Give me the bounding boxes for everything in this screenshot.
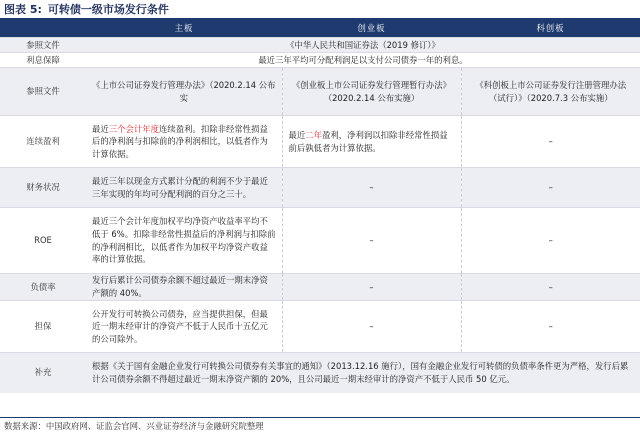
row-label: 财务状况	[0, 168, 86, 208]
ref-star-market: 《科创板上市公司证券发行注册管理办法（试行）》（2020.7.3 公布实施）	[461, 68, 640, 116]
table-row-continuous	[0, 116, 640, 168]
row-label: 参照文件	[0, 68, 86, 116]
ref-chinext: 《创业板上市公司证券发行管理暂行办法》（2020.2.14 公布实施）	[282, 68, 461, 116]
row-label: 负债率	[0, 274, 86, 301]
table-row-supplement	[0, 353, 640, 393]
finance-chinext: –	[282, 168, 461, 208]
ref-main-board: 《上市公司证券发行管理办法》（2020.2.14 公布实	[86, 68, 282, 116]
table-row-roe	[0, 208, 640, 274]
text-part: 盈利，净利润以扣除非经常性损益前后孰低者为计算依据。	[288, 129, 448, 153]
text-part: 连续盈利。扣除非经常性损益后的净利润与扣除前的净利润相比，以低者作为计算依据。	[92, 123, 268, 159]
guarantee-star-market: –	[461, 301, 640, 353]
header-star-market: 科创板	[461, 20, 640, 38]
continuous-chinext	[282, 116, 461, 168]
supplement-text: 根据《关于国有金融企业发行可转换公司债券有关事宜的通知》（2013.12.16 施行），国有金融企业发行可转债的负债率条件更为严格，发行后累计公司债券余额不得超过最近一期末净资产额的 20%，且公司最近一期末经审计的净资产不低于人民币 50 亿元。	[86, 353, 640, 393]
text-part: 最近	[288, 129, 306, 140]
conditions-table	[0, 20, 640, 393]
figure-number: 图表 5:	[4, 3, 42, 16]
source-note: 数据来源：中国政府网、证监会官网、兴业证券经济与金融研究院整理	[4, 421, 264, 431]
roe-star-market: –	[461, 208, 640, 274]
finance-star-market: –	[461, 168, 640, 208]
roe-main-board: 最近三个会计年度加权平均净资产收益率平均不低于 6%。扣除非经常性损益后的净利润与扣除前的净利润相比，以低者作为加权平均净资产收益率的计算依据。	[86, 208, 282, 274]
table-row-finance	[0, 168, 640, 208]
roe-chinext: –	[282, 208, 461, 274]
highlight-text: 二年	[305, 129, 322, 140]
header-blank	[0, 20, 86, 38]
debt-star-market: –	[461, 274, 640, 301]
debt-chinext: –	[282, 274, 461, 301]
table-row-ref1	[0, 38, 640, 53]
guarantee-main-board: 公开发行可转换公司债券，应当提供担保，但最近一期末经审计的净资产不低于人民币十五亿元的公司除外。	[86, 301, 282, 353]
finance-main-board: 最近三年以现金方式累计分配的利润不少于最近三年实现的年均可分配利润的百分之三十。	[86, 168, 282, 208]
table-header-row	[0, 20, 640, 38]
reference-law: 《中华人民共和国证券法（2019 修订）》	[86, 38, 640, 53]
interest-condition: 最近三年平均可分配利润足以支付公司债券一年的利息。	[86, 53, 640, 68]
row-label: 担保	[0, 301, 86, 353]
continuous-main-board	[86, 116, 282, 168]
row-label: 连续盈利	[0, 116, 86, 168]
row-label: 补充	[0, 353, 86, 393]
header-main-board: 主板	[86, 20, 282, 38]
row-label: 参照文件	[0, 38, 86, 53]
table-row-interest	[0, 53, 640, 68]
guarantee-chinext: –	[282, 301, 461, 353]
debt-main-board: 发行后累计公司债券余额不超过最近一期末净资产额的 40%。	[86, 274, 282, 301]
table-row-debt	[0, 274, 640, 301]
figure-title	[0, 0, 640, 20]
row-label: 利息保障	[0, 53, 86, 68]
table-row-ref2	[0, 68, 640, 116]
continuous-star-market: –	[461, 116, 640, 168]
text-part: 最近	[92, 123, 109, 134]
header-chinext: 创业板	[282, 20, 461, 38]
row-label: ROE	[0, 208, 86, 274]
figure-title-text: 可转债一级市场发行条件	[47, 3, 169, 16]
table-row-guarantee	[0, 301, 640, 353]
highlight-text: 三个会计年度	[108, 123, 159, 134]
bottom-rule	[0, 417, 640, 418]
